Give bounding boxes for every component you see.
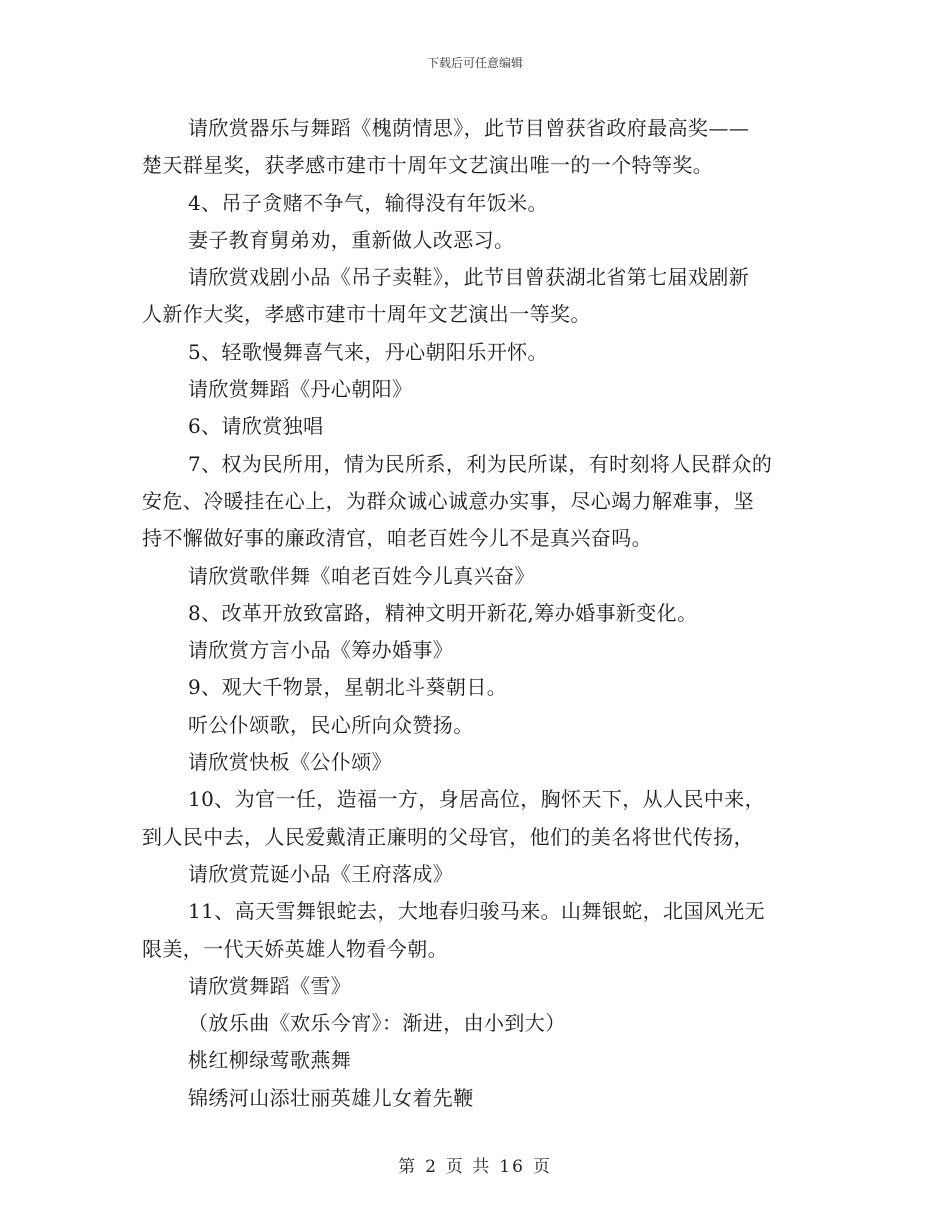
text-line: 7、权为民所用，情为民所系，利为民所谋，有时刻将人民群众的 <box>188 451 773 476</box>
text-line: 人新作大奖，孝感市建市十周年文艺演出一等奖。 <box>142 302 591 327</box>
page-header: 下载后可任意编辑 <box>426 56 523 70</box>
text-line: 请欣赏戏剧小品《吊子卖鞋》，此节目曾获湖北省第七届戏剧新 <box>188 265 750 290</box>
text-line: 听公仆颂歌，民心所向众赞扬。 <box>188 712 474 737</box>
text-line: 请欣赏快板《公仆颂》 <box>188 750 392 775</box>
text-line: 妻子教育舅弟劝，重新做人改恶习。 <box>188 227 515 252</box>
text-line: 持不懈做好事的廉政清官，咱老百姓今儿不是真兴奋吗。 <box>142 526 652 551</box>
page-footer <box>0 1152 950 1177</box>
text-line: 请欣赏舞蹈《雪》 <box>188 973 352 998</box>
text-line: 到人民中去，人民爱戴清正廉明的父母官，他们的美名将世代传扬， <box>142 824 754 849</box>
footer-page-number: 2 <box>425 1157 438 1177</box>
text-line: 请欣赏器乐与舞蹈《槐荫情思》，此节目曾获省政府最高奖—— <box>188 116 750 140</box>
footer-prefix: 第 <box>398 1157 418 1177</box>
footer-suffix: 页 <box>532 1157 552 1177</box>
document-body <box>142 110 810 1117</box>
footer-total-pages: 16 <box>499 1157 525 1177</box>
text-line: （放乐曲《欢乐今宵》：渐进，由小到大） <box>188 1011 566 1036</box>
text-line: 请欣赏方言小品《筹办婚事》 <box>188 638 454 663</box>
text-line: 桃红柳绿莺歌燕舞 <box>188 1048 352 1073</box>
text-line: 锦绣河山添壮丽英雄儿女着先鞭 <box>188 1085 474 1110</box>
text-line: 6、请欣赏独唱 <box>188 414 324 439</box>
text-line: 4、吊子贪赌不争气，输得没有年饭米。 <box>188 190 548 215</box>
text-line: 请欣赏舞蹈《丹心朝阳》 <box>188 377 413 402</box>
footer-middle: 页 共 <box>445 1157 492 1177</box>
text-line: 请欣赏荒诞小品《王府落成》 <box>188 861 454 886</box>
text-line: 10、为官一任，造福一方，身居高位，胸怀天下，从人民中来， <box>188 787 766 812</box>
text-line: 限美，一代天娇英雄人物看今朝。 <box>142 936 448 961</box>
text-line: 5、轻歌慢舞喜气来，丹心朝阳乐开怀。 <box>188 339 548 364</box>
text-line: 8、改革开放致富路，精神文明开新花,筹办婚事新变化。 <box>188 600 698 625</box>
text-line: 请欣赏歌伴舞《咱老百姓今儿真兴奋》 <box>188 563 535 588</box>
text-line: 安危、冷暖挂在心上，为群众诚心诚意办实事，尽心竭力解难事，坚 <box>142 488 754 513</box>
text-line: 楚天群星奖，获孝感市建市十周年文艺演出唯一的一个特等奖。 <box>142 153 714 178</box>
text-line: 9、观大千物景，星朝北斗葵朝日。 <box>188 675 508 700</box>
text-line: 11、高天雪舞银蛇去，大地春归骏马来。山舞银蛇，北国风光无 <box>188 899 766 924</box>
